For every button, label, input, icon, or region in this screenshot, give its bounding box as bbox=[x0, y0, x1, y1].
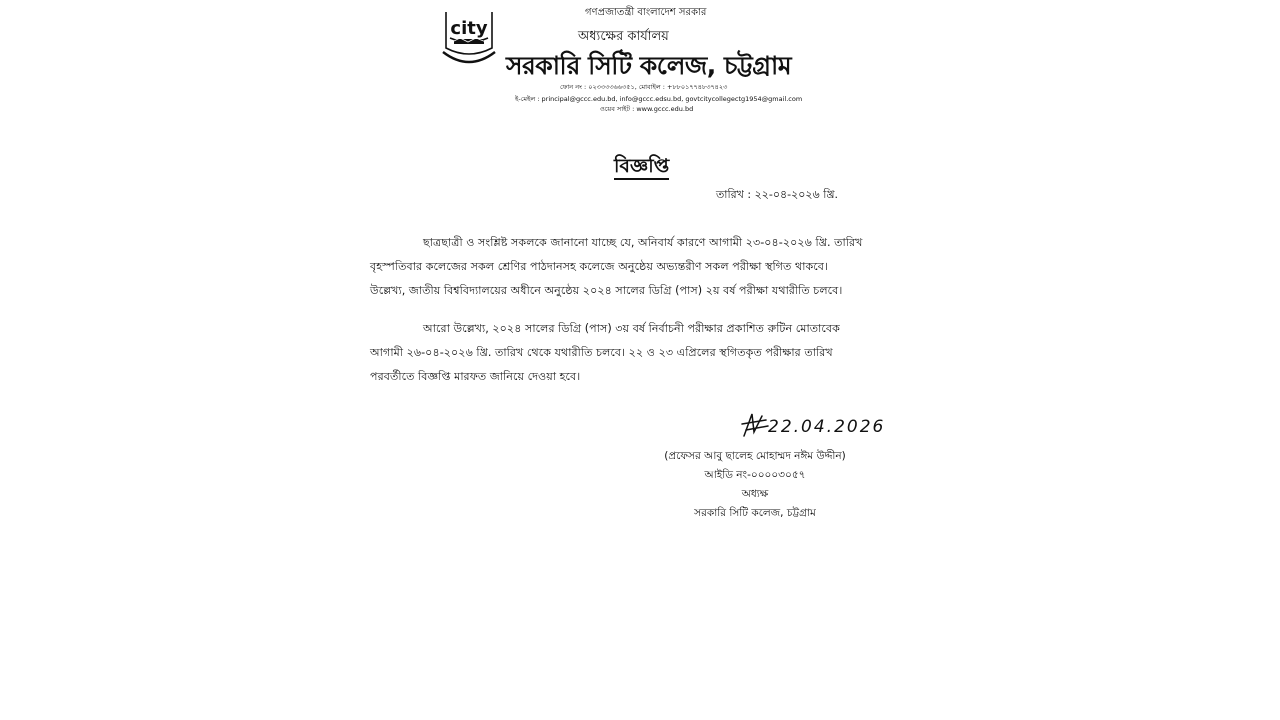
contact-email: ই-মেইল : principal@gccc.edu.bd, info@gccc.edsu.bd, govtcitycollegectg1954@gmail.com bbox=[515, 95, 803, 103]
handwritten-signature bbox=[740, 410, 910, 440]
paragraph-line: আরো উল্লেখ্য, ২০২৪ সালের ডিগ্রি (পাস) ৩য় বর্ষ নির্বাচনী পরীক্ষার প্রকাশিত রুটিন মোতাবেক bbox=[423, 322, 840, 335]
signatory-institution: সরকারি সিটি কলেজ, চট্টগ্রাম bbox=[694, 507, 816, 519]
paragraph-line: পরবর্তীতে বিজ্ঞপ্তি মারফত জানিয়ে দেওয়া হবে। bbox=[370, 370, 581, 383]
paragraph-line: উল্লেখ্য, জাতীয় বিশ্ববিদ্যালয়ের অধীনে অনুষ্ঠেয় ২০২৪ সালের ডিগ্রি (পাস) ২য় বর্ষ পরীক্ষা যথারীতি চলবে। bbox=[370, 284, 843, 297]
contact-website: ওয়েব সাইট : www.gccc.edu.bd bbox=[600, 105, 694, 113]
signatory-designation: অধ্যক্ষ bbox=[741, 488, 769, 500]
notice-paragraph-1 bbox=[370, 231, 912, 303]
notice-title: বিজ্ঞপ্তি bbox=[614, 154, 669, 180]
svg-text:city: city bbox=[450, 18, 488, 39]
college-title: সরকারি সিটি কলেজ, চট্টগ্রাম bbox=[506, 51, 792, 80]
government-line: গণপ্রজাতন্ত্রী বাংলাদেশ সরকার bbox=[585, 7, 707, 18]
paragraph-line: বৃহস্পতিবার কলেজের সকল শ্রেণির পাঠদানসহ কলেজে অনুষ্ঠেয় অভ্যন্তরীণ সকল পরীক্ষা স্থগিত থাকবে। bbox=[370, 260, 829, 273]
svg-text:22.04.2026: 22.04.2026 bbox=[768, 417, 886, 437]
college-crest-logo-icon bbox=[440, 8, 498, 70]
signatory-id: আইডি নং-০০০০৩০৫৭ bbox=[704, 469, 806, 481]
signatory-name: (প্রফেসর আবু ছালেহ মোহাম্মদ নঈম উদ্দীন) bbox=[664, 450, 846, 462]
contact-phone: ফোন নং : ০২৩৩৩৩৬৬৩৫১, মোবাইল : +৮৮০১৭৭৪৮৩৭৪২৩ bbox=[560, 83, 728, 91]
office-line: অধ্যক্ষের কার্যালয় bbox=[578, 29, 669, 44]
paragraph-line: ছাত্রছাত্রী ও সংশ্লিষ্ট সকলকে জানানো যাচ্ছে যে, অনিবার্য কারণে আগামী ২৩-০৪-২০২৬ খ্রি. তারিখ bbox=[423, 236, 863, 249]
signatory-block bbox=[650, 447, 860, 523]
paragraph-line: আগামী ২৬-০৪-২০২৬ খ্রি. তারিখ থেকে যথারীতি চলবে। ২২ ও ২৩ এপ্রিলের স্থগিতকৃত পরীক্ষার তারিখ bbox=[370, 346, 833, 359]
notice-date: তারিখ : ২২-০৪-২০২৬ খ্রি. bbox=[716, 188, 839, 201]
notice-paragraph-2 bbox=[370, 317, 912, 389]
